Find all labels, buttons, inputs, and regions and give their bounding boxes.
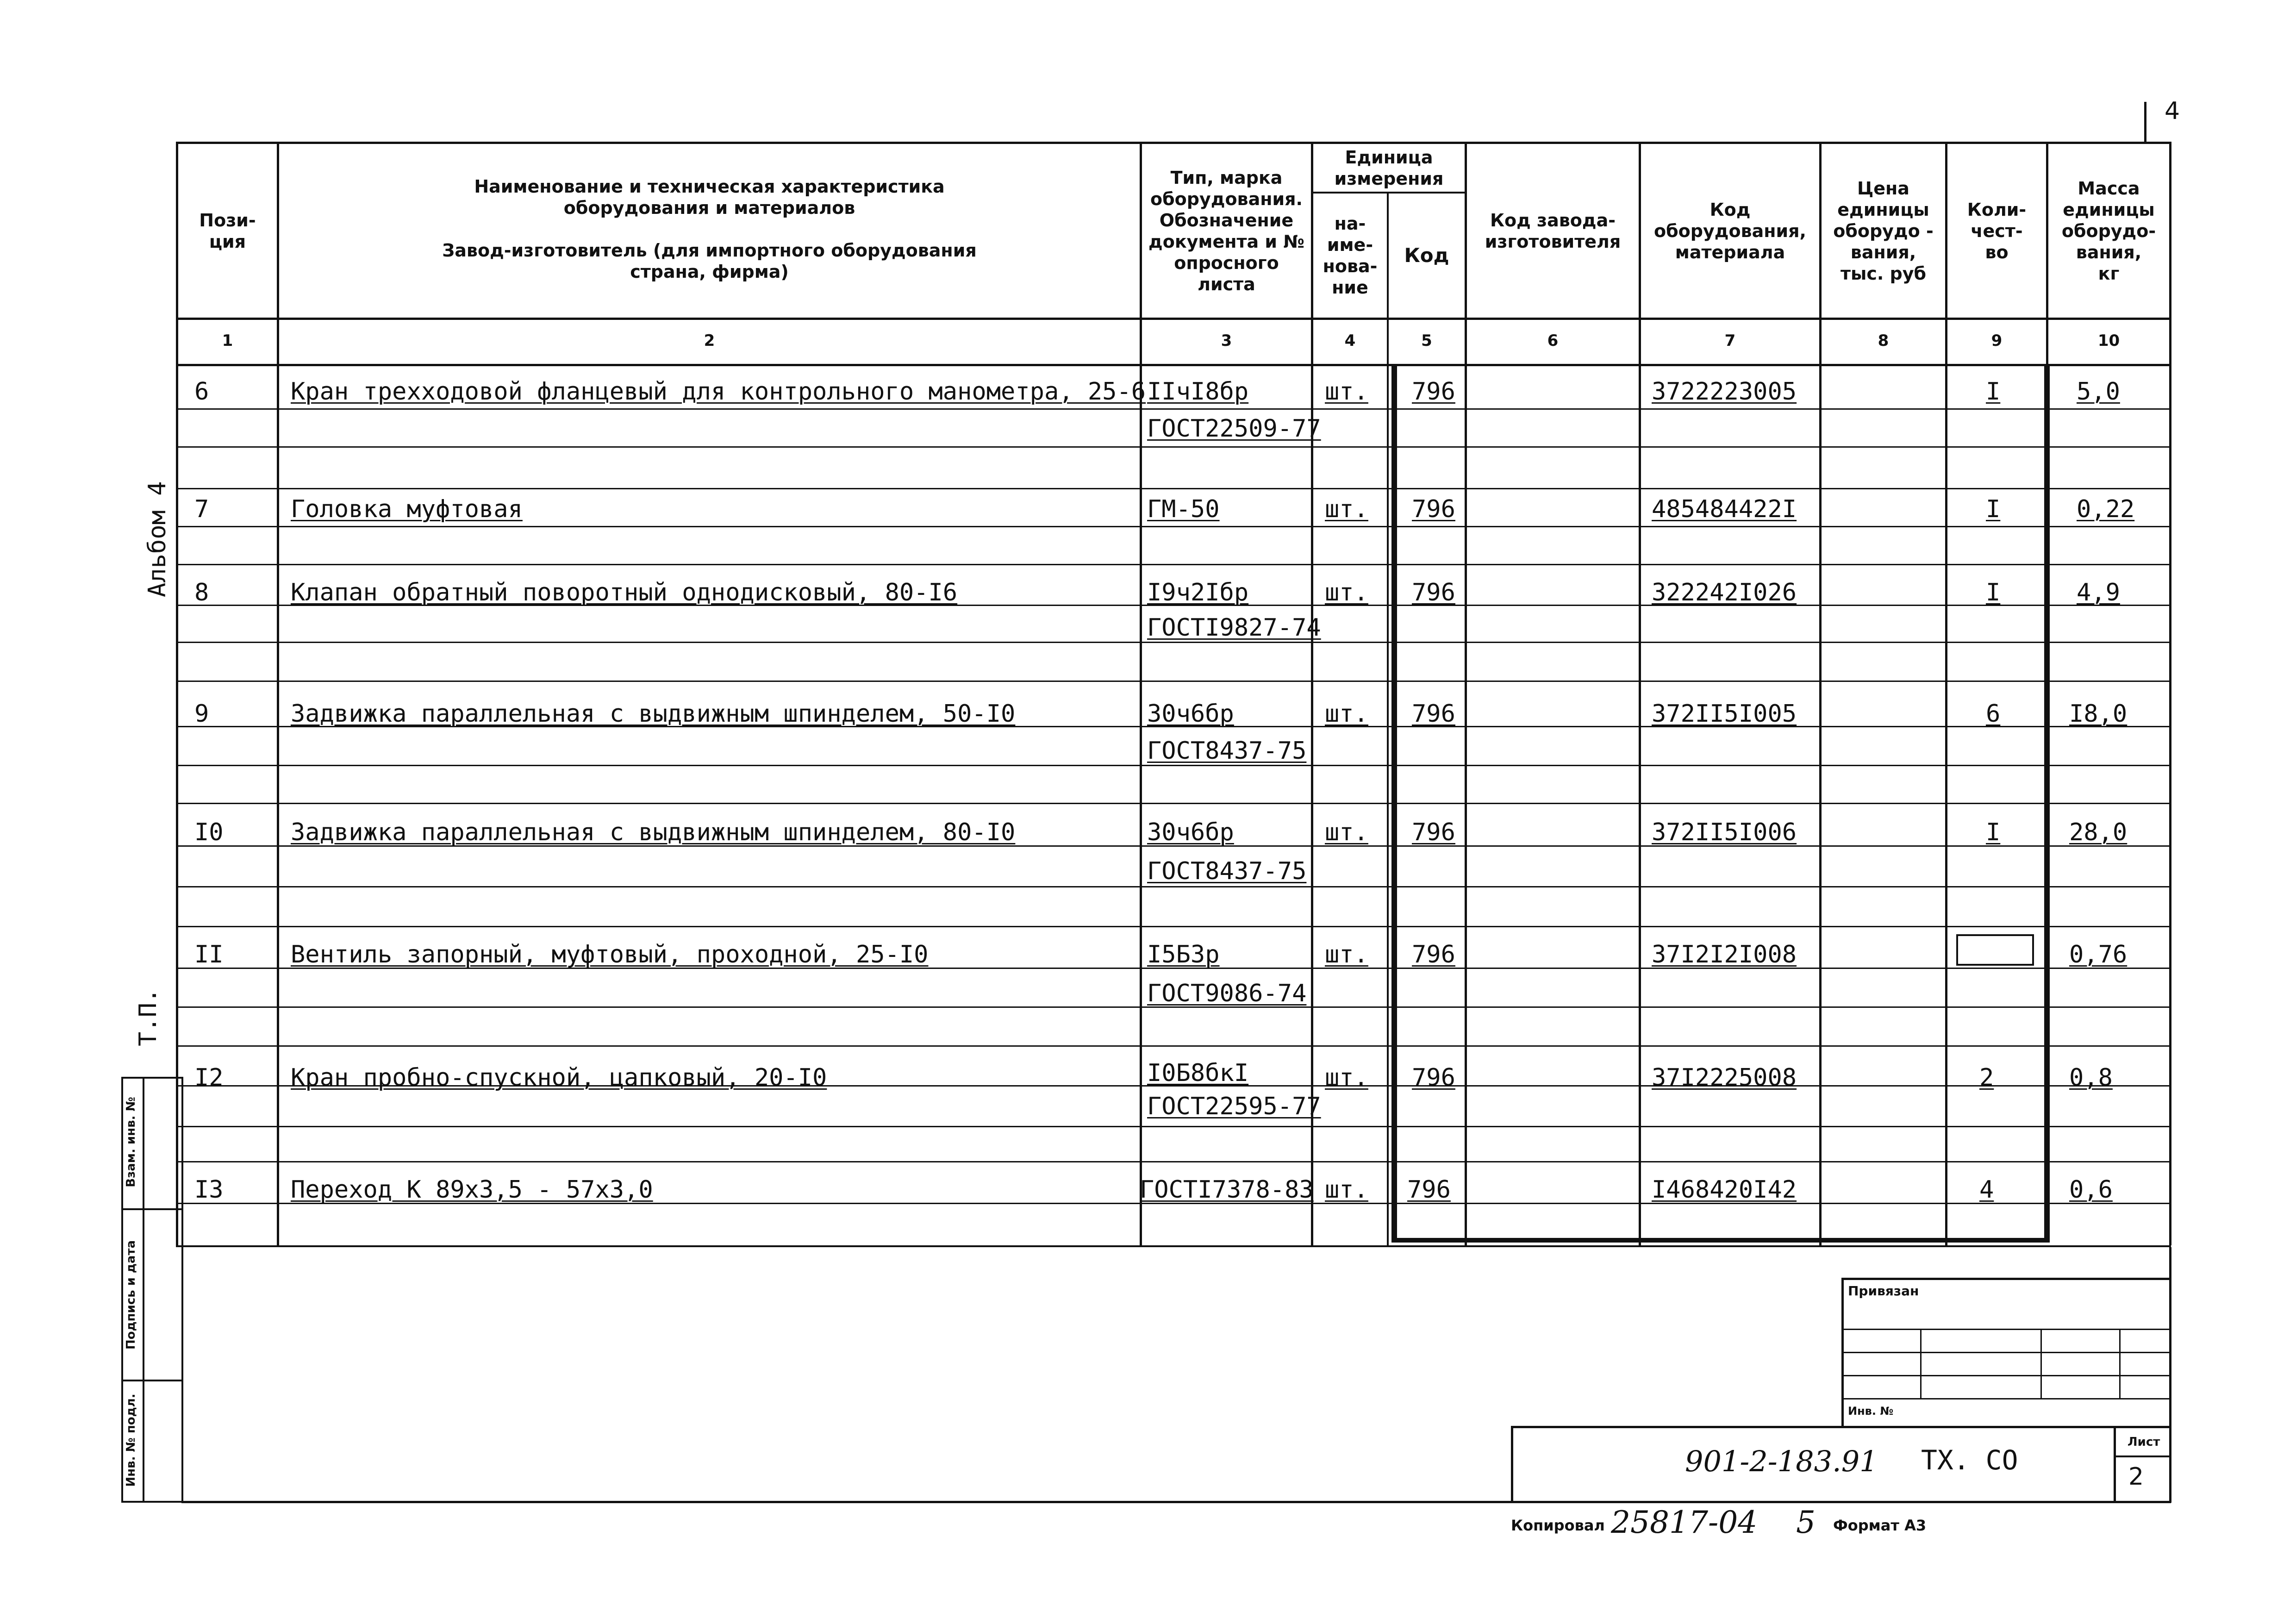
row-11-position: II	[194, 941, 224, 968]
album-label: Альбом 4	[144, 481, 171, 597]
row-8-unit: шт.	[1325, 579, 1368, 606]
colnum-6: 6	[1547, 331, 1559, 350]
row-6-type: IIчI8бр	[1147, 378, 1249, 406]
row-9-name: Задвижка параллельная с выдвижным шпинделем, 50-I0	[291, 700, 1016, 728]
row-13-unit-code: 796	[1407, 1176, 1451, 1204]
header-equipment-code: Код оборудования, материала	[1654, 199, 1806, 262]
row-7-code: 485484422I	[1652, 495, 1797, 523]
row-8-code: 322242I026	[1652, 579, 1797, 606]
row-9-quantity: 6	[1986, 700, 2001, 728]
row-6-quantity: I	[1986, 378, 2001, 406]
row-12-quantity: 2	[1979, 1064, 1994, 1092]
row-7-unit: шт.	[1325, 495, 1368, 523]
sheet-number: 5	[1796, 1505, 1816, 1540]
row-12-mass: 0,8	[2069, 1064, 2113, 1092]
row-10-unit-code: 796	[1412, 818, 1455, 846]
row-11-unit-code: 796	[1412, 941, 1455, 968]
row-7-quantity: I	[1986, 495, 2001, 523]
row-7-name: Головка муфтовая	[291, 495, 523, 523]
privyazan-label: Привязан	[1848, 1283, 1919, 1299]
header-quantity: Коли- чест- во	[1967, 199, 2027, 262]
row-8-type: I9ч2Iбр	[1147, 579, 1249, 606]
row-10-name: Задвижка параллельная с выдвижным шпинделем, 80-I0	[291, 818, 1016, 846]
header-unit-code: Код	[1404, 244, 1449, 267]
header-price: Цена единицы оборудо - вания, тыс. руб	[1833, 178, 1934, 284]
format-label: Формат А3	[1833, 1517, 1927, 1534]
header-position: Пози- ция	[199, 210, 256, 252]
row-13-mass: 0,6	[2069, 1176, 2113, 1204]
page-number: 4	[2165, 97, 2180, 125]
row-11-name: Вентиль запорный, муфтовый, проходной, 25-I0	[291, 941, 929, 968]
tp-label: Т.П.	[134, 988, 162, 1046]
row-6-doc: ГОСТ22509-77	[1147, 415, 1321, 443]
row-6-position: 6	[194, 378, 209, 406]
row-9-position: 9	[194, 700, 209, 728]
row-12-doc: ГОСТ22595-77	[1147, 1093, 1321, 1120]
row-6-unit-code: 796	[1412, 378, 1455, 406]
colnum-2: 2	[704, 331, 715, 350]
row-11-unit: шт.	[1325, 941, 1368, 968]
doc-code: 901-2-183.91	[1685, 1444, 1878, 1478]
row-12-unit-code: 796	[1412, 1064, 1455, 1092]
row-12-code: 37I2225008	[1652, 1064, 1797, 1092]
row-10-mass: 28,0	[2069, 818, 2128, 846]
row-8-unit-code: 796	[1412, 579, 1455, 606]
colnum-1: 1	[222, 331, 233, 350]
row-11-quantity-box	[1956, 934, 2034, 966]
row-8-doc: ГОСТI9827-74	[1147, 614, 1321, 642]
row-9-code: 372II5I005	[1652, 700, 1797, 728]
inv-no-label: Инв. №	[1848, 1405, 1894, 1418]
header-factory-code: Код завода- изготовителя	[1485, 210, 1621, 252]
row-12-position: I2	[194, 1064, 224, 1092]
colnum-10: 10	[2097, 331, 2120, 350]
sign-date-label: Подпись и дата	[124, 1240, 138, 1350]
row-11-doc: ГОСТ9086-74	[1147, 980, 1307, 1007]
row-9-doc: ГОСТ8437-75	[1147, 737, 1307, 765]
list-value: 2	[2128, 1463, 2144, 1491]
header-type: Тип, марка оборудования. Обозначение документа и № опросного листа	[1148, 167, 1304, 294]
row-12-type: I0Б8бкI	[1147, 1059, 1249, 1087]
row-6-name: Кран трехходовой фланцевый для контрольного манометра, 25-6	[291, 378, 1146, 406]
row-9-unit-code: 796	[1412, 700, 1455, 728]
row-9-type: 30ч6бр	[1147, 700, 1234, 728]
row-13-type: ГОСТI7378-83	[1140, 1176, 1314, 1204]
row-7-unit-code: 796	[1412, 495, 1455, 523]
header-name: Наименование и техническая характеристика оборудования и материалов Завод-изготовитель (для импортного оборудования страна, фирма)	[442, 176, 977, 282]
row-10-quantity: I	[1986, 818, 2001, 846]
colnum-5: 5	[1421, 331, 1432, 350]
inv-vzam-label: Взам. инв. №	[124, 1097, 138, 1187]
row-9-mass: I8,0	[2069, 700, 2128, 728]
row-13-code: I468420I42	[1652, 1176, 1797, 1204]
bottom-frame-left	[181, 1247, 183, 1503]
list-label: Лист	[2128, 1435, 2160, 1449]
row-6-code: 3722223005	[1652, 378, 1797, 406]
row-8-quantity: I	[1986, 579, 2001, 606]
row-7-position: 7	[194, 495, 209, 523]
row-13-position: I3	[194, 1176, 224, 1204]
row-7-type: ГМ-50	[1147, 495, 1220, 523]
copied-label: Копировал	[1511, 1517, 1605, 1534]
row-11-type: I5Б3р	[1147, 941, 1220, 968]
colnum-8: 8	[1878, 331, 1889, 350]
row-10-doc: ГОСТ8437-75	[1147, 857, 1307, 885]
row-12-unit: шт.	[1325, 1064, 1368, 1092]
row-6-unit: шт.	[1325, 378, 1368, 406]
copied-value: 25817-04	[1611, 1505, 1758, 1540]
row-7-mass: 0,22	[2077, 495, 2135, 523]
inv-podl-label: Инв. № подл.	[124, 1393, 138, 1487]
colnum-4: 4	[1344, 331, 1356, 350]
header-unit-name: на- име- нова- ние	[1323, 213, 1378, 298]
row-8-mass: 4,9	[2077, 579, 2120, 606]
row-13-quantity: 4	[1979, 1176, 1994, 1204]
colnum-9: 9	[1991, 331, 2003, 350]
row-9-unit: шт.	[1325, 700, 1368, 728]
privyazan-block	[1841, 1278, 2171, 1426]
row-13-name: Переход К 89х3,5 - 57х3,0	[291, 1176, 653, 1204]
header-unit-group: Единица измерения	[1334, 147, 1444, 189]
row-10-unit: шт.	[1325, 818, 1368, 846]
row-8-name: Клапан обратный поворотный однодисковый, 80-I6	[291, 579, 958, 606]
row-10-position: I0	[194, 818, 224, 846]
colnum-7: 7	[1724, 331, 1736, 350]
colnum-3: 3	[1221, 331, 1232, 350]
row-12-name: Кран пробно-спускной, цапковый, 20-I0	[291, 1064, 827, 1092]
row-10-type: 30ч6бр	[1147, 818, 1234, 846]
row-10-code: 372II5I006	[1652, 818, 1797, 846]
row-6-mass: 5,0	[2077, 378, 2120, 406]
row-11-code: 37I2I2I008	[1652, 941, 1797, 968]
row-8-position: 8	[194, 579, 209, 606]
row-11-mass: 0,76	[2069, 941, 2128, 968]
section-code: ТХ. СО	[1921, 1444, 2018, 1476]
header-mass: Масса единицы оборудо- вания, кг	[2061, 178, 2156, 284]
row-13-unit: шт.	[1325, 1176, 1368, 1204]
